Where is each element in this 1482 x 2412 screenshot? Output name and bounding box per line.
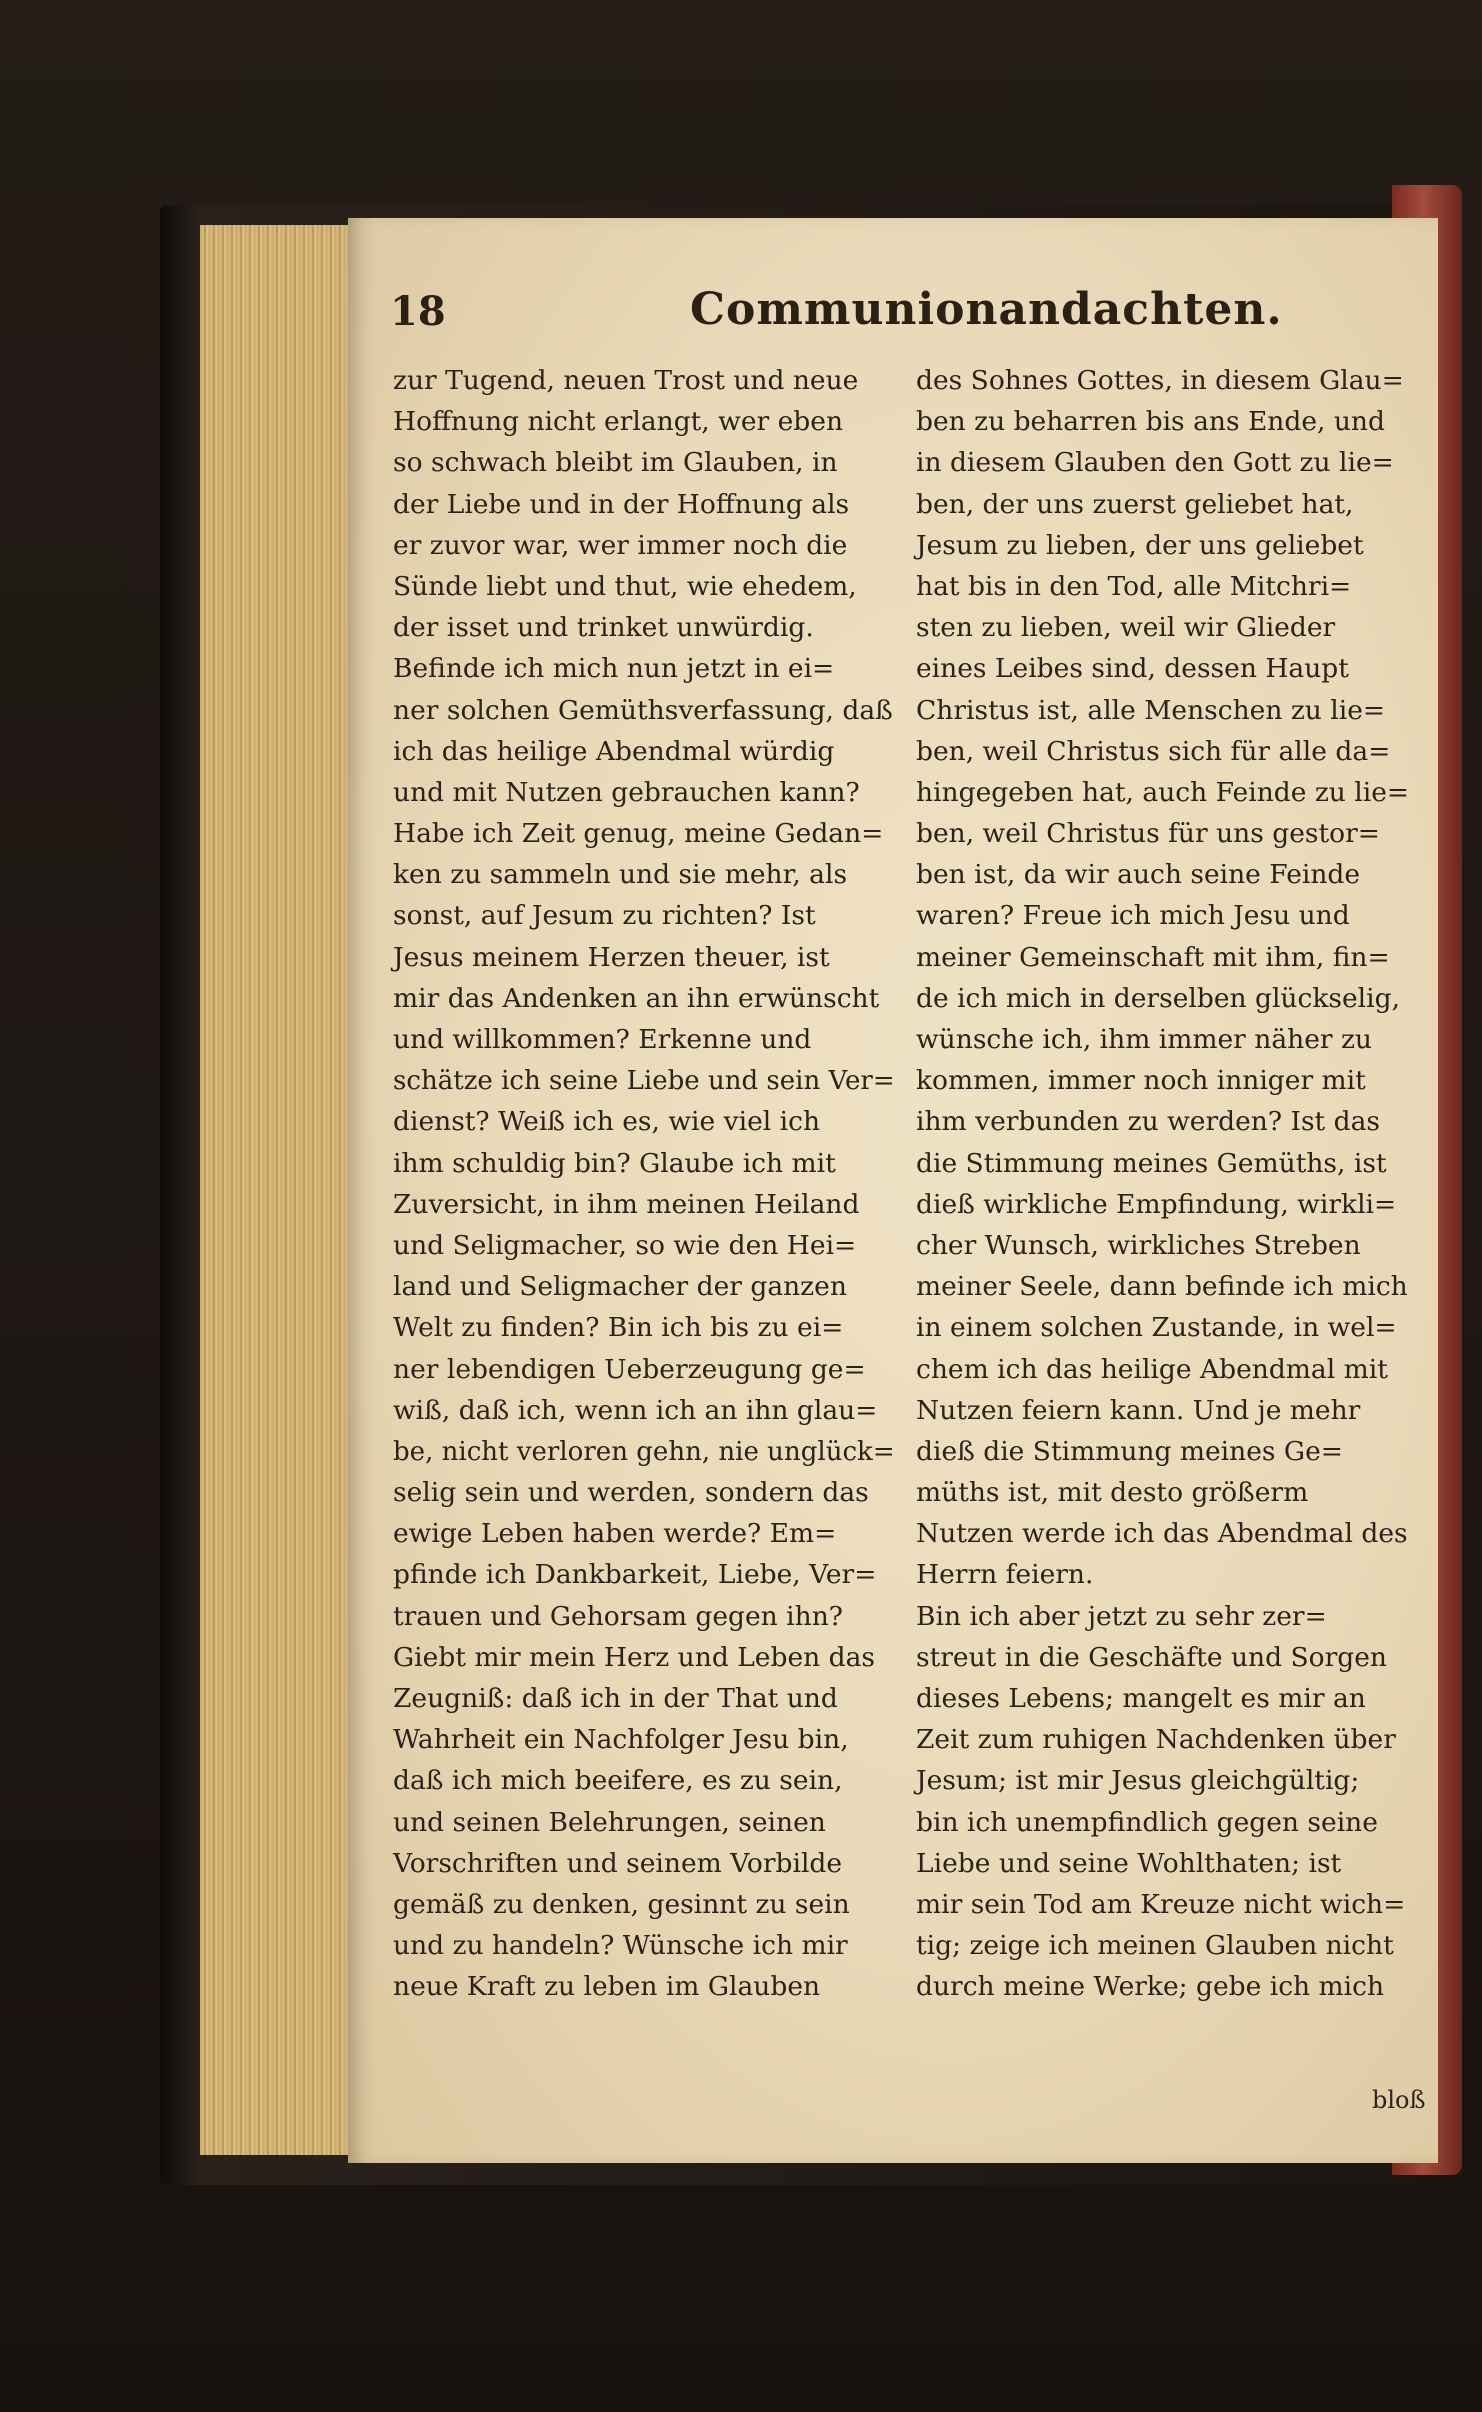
text-line: ben, weil Christus für uns gestor= bbox=[916, 818, 1380, 850]
page-header bbox=[390, 280, 1400, 350]
text-line: ner lebendigen Ueberzeugung ge= bbox=[393, 1353, 866, 1385]
text-line: hat bis in den Tod, alle Mitchri= bbox=[916, 570, 1352, 602]
text-line: tig; zeige ich meinen Glauben nicht bbox=[916, 1930, 1394, 1962]
text-line: gemäß zu denken, gesinnt zu sein bbox=[393, 1888, 850, 1920]
text-line: Vorschriften und seinem Vorbilde bbox=[393, 1847, 843, 1879]
text-line: bin ich unempfindlich gegen seine bbox=[916, 1806, 1378, 1838]
text-line: chem ich das heilige Abendmal mit bbox=[916, 1353, 1388, 1385]
text-line: der Liebe und in der Hoffnung als bbox=[393, 488, 850, 520]
text-line: ihm schuldig bin? Glaube ich mit bbox=[393, 1147, 836, 1179]
running-head: Communionandachten. bbox=[690, 284, 1283, 335]
text-line: müths ist, mit desto größerm bbox=[916, 1477, 1309, 1509]
text-line: dieß die Stimmung meines Ge= bbox=[916, 1435, 1343, 1467]
text-line: ben ist, da wir auch seine Feinde bbox=[916, 859, 1361, 891]
text-line: zur Tugend, neuen Trost und neue bbox=[393, 365, 859, 396]
text-line: land und Seligmacher der ganzen bbox=[393, 1271, 847, 1303]
text-line: Befinde ich mich nun jetzt in ei= bbox=[393, 653, 835, 685]
text-line: Welt zu finden? Bin ich bis zu ei= bbox=[393, 1312, 844, 1344]
text-line: Bin ich aber jetzt zu sehr zer= bbox=[916, 1600, 1327, 1632]
text-line: ken zu sammeln und sie mehr, als bbox=[393, 859, 848, 891]
text-line: ihm verbunden zu werden? Ist das bbox=[916, 1106, 1380, 1138]
text-line: er zuvor war, wer immer noch die bbox=[393, 529, 848, 561]
text-line: in einem solchen Zustande, in wel= bbox=[916, 1312, 1397, 1344]
text-line: dieß wirkliche Empfindung, wirkli= bbox=[916, 1188, 1397, 1220]
text-line: ner solchen Gemüthsverfassung, daß bbox=[393, 694, 893, 726]
text-line: Nutzen werde ich das Abendmal des bbox=[916, 1518, 1408, 1550]
text-line: der isset und trinket unwürdig. bbox=[393, 612, 814, 644]
text-line: und seinen Belehrungen, seinen bbox=[393, 1806, 826, 1838]
text-line: Herrn feiern. bbox=[916, 1559, 1094, 1591]
text-line: sonst, auf Jesum zu richten? Ist bbox=[393, 900, 816, 932]
page-edges bbox=[200, 225, 350, 2155]
page-number: 18 bbox=[390, 288, 446, 335]
text-line: und Seligmacher, so wie den Hei= bbox=[393, 1229, 857, 1261]
text-line: ben, weil Christus sich für alle da= bbox=[916, 735, 1391, 767]
text-line: und mit Nutzen gebrauchen kann? bbox=[393, 776, 860, 808]
text-line: in diesem Glauben den Gott zu lie= bbox=[916, 447, 1394, 479]
text-line: selig sein und werden, sondern das bbox=[393, 1477, 869, 1509]
text-line: hingegeben hat, auch Feinde zu lie= bbox=[916, 776, 1410, 808]
text-line: Habe ich Zeit genug, meine Gedan= bbox=[393, 818, 884, 850]
text-line: des Sohnes Gottes, in diesem Glau= bbox=[916, 365, 1404, 396]
text-line: wünsche ich, ihm immer näher zu bbox=[916, 1024, 1372, 1055]
text-line: und zu handeln? Wünsche ich mir bbox=[393, 1930, 848, 1962]
text-line: streut in die Geschäfte und Sorgen bbox=[916, 1641, 1387, 1673]
text-line: neue Kraft zu leben im Glauben bbox=[393, 1971, 821, 2003]
catchword: bloß bbox=[1372, 2086, 1426, 2114]
text-line: Christus ist, alle Menschen zu lie= bbox=[916, 694, 1386, 726]
text-line: Zeugniß: daß ich in der That und bbox=[393, 1683, 838, 1714]
text-line: so schwach bleibt im Glauben, in bbox=[393, 447, 838, 479]
text-line: ich das heilige Abendmal würdig bbox=[393, 735, 835, 767]
left-text-column bbox=[393, 360, 895, 2008]
text-line: be, nicht verloren gehn, nie unglück= bbox=[393, 1435, 895, 1467]
text-line: schätze ich seine Liebe und sein Ver= bbox=[393, 1065, 895, 1097]
text-line: trauen und Gehorsam gegen ihn? bbox=[393, 1600, 843, 1632]
text-line: meiner Gemeinschaft mit ihm, fin= bbox=[916, 941, 1390, 973]
text-line: ben zu beharren bis ans Ende, und bbox=[916, 406, 1385, 438]
text-line: cher Wunsch, wirkliches Streben bbox=[916, 1229, 1361, 1261]
text-line: eines Leibes sind, dessen Haupt bbox=[916, 653, 1349, 685]
text-line: wiß, daß ich, wenn ich an ihn glau= bbox=[393, 1394, 878, 1426]
text-line: meiner Seele, dann befinde ich mich bbox=[916, 1271, 1408, 1303]
text-line: pfinde ich Dankbarkeit, Liebe, Ver= bbox=[393, 1559, 877, 1591]
text-line: daß ich mich beeifere, es zu sein, bbox=[393, 1765, 843, 1797]
text-line: waren? Freue ich mich Jesu und bbox=[916, 900, 1350, 932]
text-line: Sünde liebt und thut, wie ehedem, bbox=[393, 570, 857, 602]
text-line: kommen, immer noch inniger mit bbox=[916, 1065, 1366, 1097]
text-line: Jesus meinem Herzen theuer, ist bbox=[393, 941, 830, 973]
text-line: und willkommen? Erkenne und bbox=[393, 1024, 812, 1055]
text-line: Hoffnung nicht erlangt, wer eben bbox=[393, 406, 844, 438]
text-line: mir das Andenken an ihn erwünscht bbox=[393, 982, 880, 1014]
text-line: dieses Lebens; mangelt es mir an bbox=[916, 1683, 1366, 1714]
text-line: Zuversicht, in ihm meinen Heiland bbox=[393, 1188, 860, 1220]
text-line: Jesum; ist mir Jesus gleichgültig; bbox=[916, 1765, 1360, 1797]
text-line: Liebe und seine Wohlthaten; ist bbox=[916, 1847, 1342, 1879]
text-line: mir sein Tod am Kreuze nicht wich= bbox=[916, 1888, 1406, 1920]
text-line: Jesum zu lieben, der uns geliebet bbox=[916, 529, 1364, 561]
text-line: Nutzen feiern kann. Und je mehr bbox=[916, 1394, 1361, 1426]
text-line: sten zu lieben, weil wir Glieder bbox=[916, 612, 1336, 644]
text-line: de ich mich in derselben glückselig, bbox=[916, 982, 1401, 1014]
text-line: Giebt mir mein Herz und Leben das bbox=[393, 1641, 875, 1673]
text-line: Zeit zum ruhigen Nachdenken über bbox=[916, 1724, 1396, 1756]
text-line: die Stimmung meines Gemüths, ist bbox=[916, 1147, 1387, 1179]
right-text-column bbox=[916, 360, 1428, 2008]
text-line: Wahrheit ein Nachfolger Jesu bin, bbox=[393, 1724, 849, 1756]
text-line: dienst? Weiß ich es, wie viel ich bbox=[393, 1106, 821, 1138]
text-line: durch meine Werke; gebe ich mich bbox=[916, 1971, 1385, 2003]
text-line: ben, der uns zuerst geliebet hat, bbox=[916, 488, 1354, 520]
text-line: ewige Leben haben werde? Em= bbox=[393, 1518, 837, 1550]
